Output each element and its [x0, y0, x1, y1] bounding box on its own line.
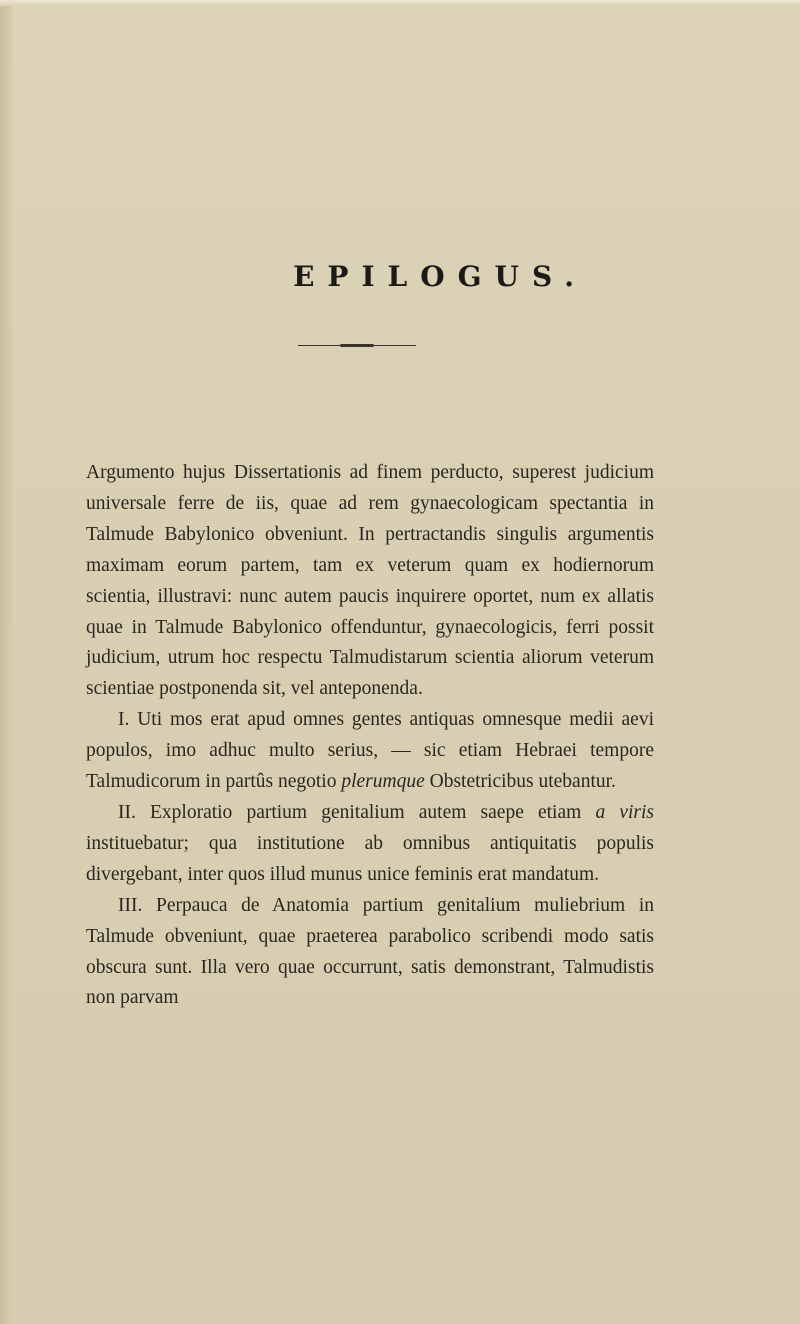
paragraph-section-3 — [86, 891, 654, 1015]
page-top-edge — [0, 0, 800, 6]
paragraph-text: Argumento hujus Dissertationis ad finem perducto, superest judicium universale ferre de iis, quae ad rem gynaecologicam spectantia in Talmude Babylonico obveniunt. In pertractandis singulis argumentis maximam eorum partem, tam ex veterum quam ex hodiernorum scientia, illustravi: nunc autem paucis inquirere oportet, num ex allatis quae in Talmude Babylonico offenduntur, gynaecologicis, ferri possit judicium, utrum hoc respectu Talmudistarum scientia aliorum veterum scientiae postponenda sit, vel anteponenda. — [86, 462, 654, 700]
paragraph-text: Obstetricibus utebantur. — [424, 771, 616, 793]
paragraph-section-1 — [86, 705, 654, 798]
paragraph-text: II. Exploratio partium genitalium autem saepe etiam — [118, 801, 596, 823]
section-title: EPILOGUS. — [293, 260, 587, 293]
paragraph-intro — [86, 458, 654, 705]
italic-term: a viris — [595, 801, 654, 823]
page-edge — [0, 0, 12, 1324]
body-text — [86, 458, 654, 1014]
paragraph-text: III. Perpauca de Anatomia partium genitalium muliebrium in Talmude obveniunt, quae praeterea parabolico scribendi modo satis obscura sunt. Illa vero quae occurrunt, satis demonstrant, Talmudistis non parvam — [86, 894, 654, 1009]
paragraph-text: instituebatur; qua institutione ab omnibus antiquitatis populis divergebant, inter quos illud munus unice feminis erat mandatum. — [86, 832, 654, 885]
paragraph-text: I. Uti mos erat apud omnes gentes antiquas omnesque medii aevi populos, imo adhuc multo serius, — sic etiam Hebraei tempore Talmudicorum in partûs negotio — [86, 709, 654, 793]
paragraph-section-2 — [86, 798, 654, 891]
italic-term: plerumque — [341, 771, 425, 793]
title-divider — [298, 345, 416, 346]
